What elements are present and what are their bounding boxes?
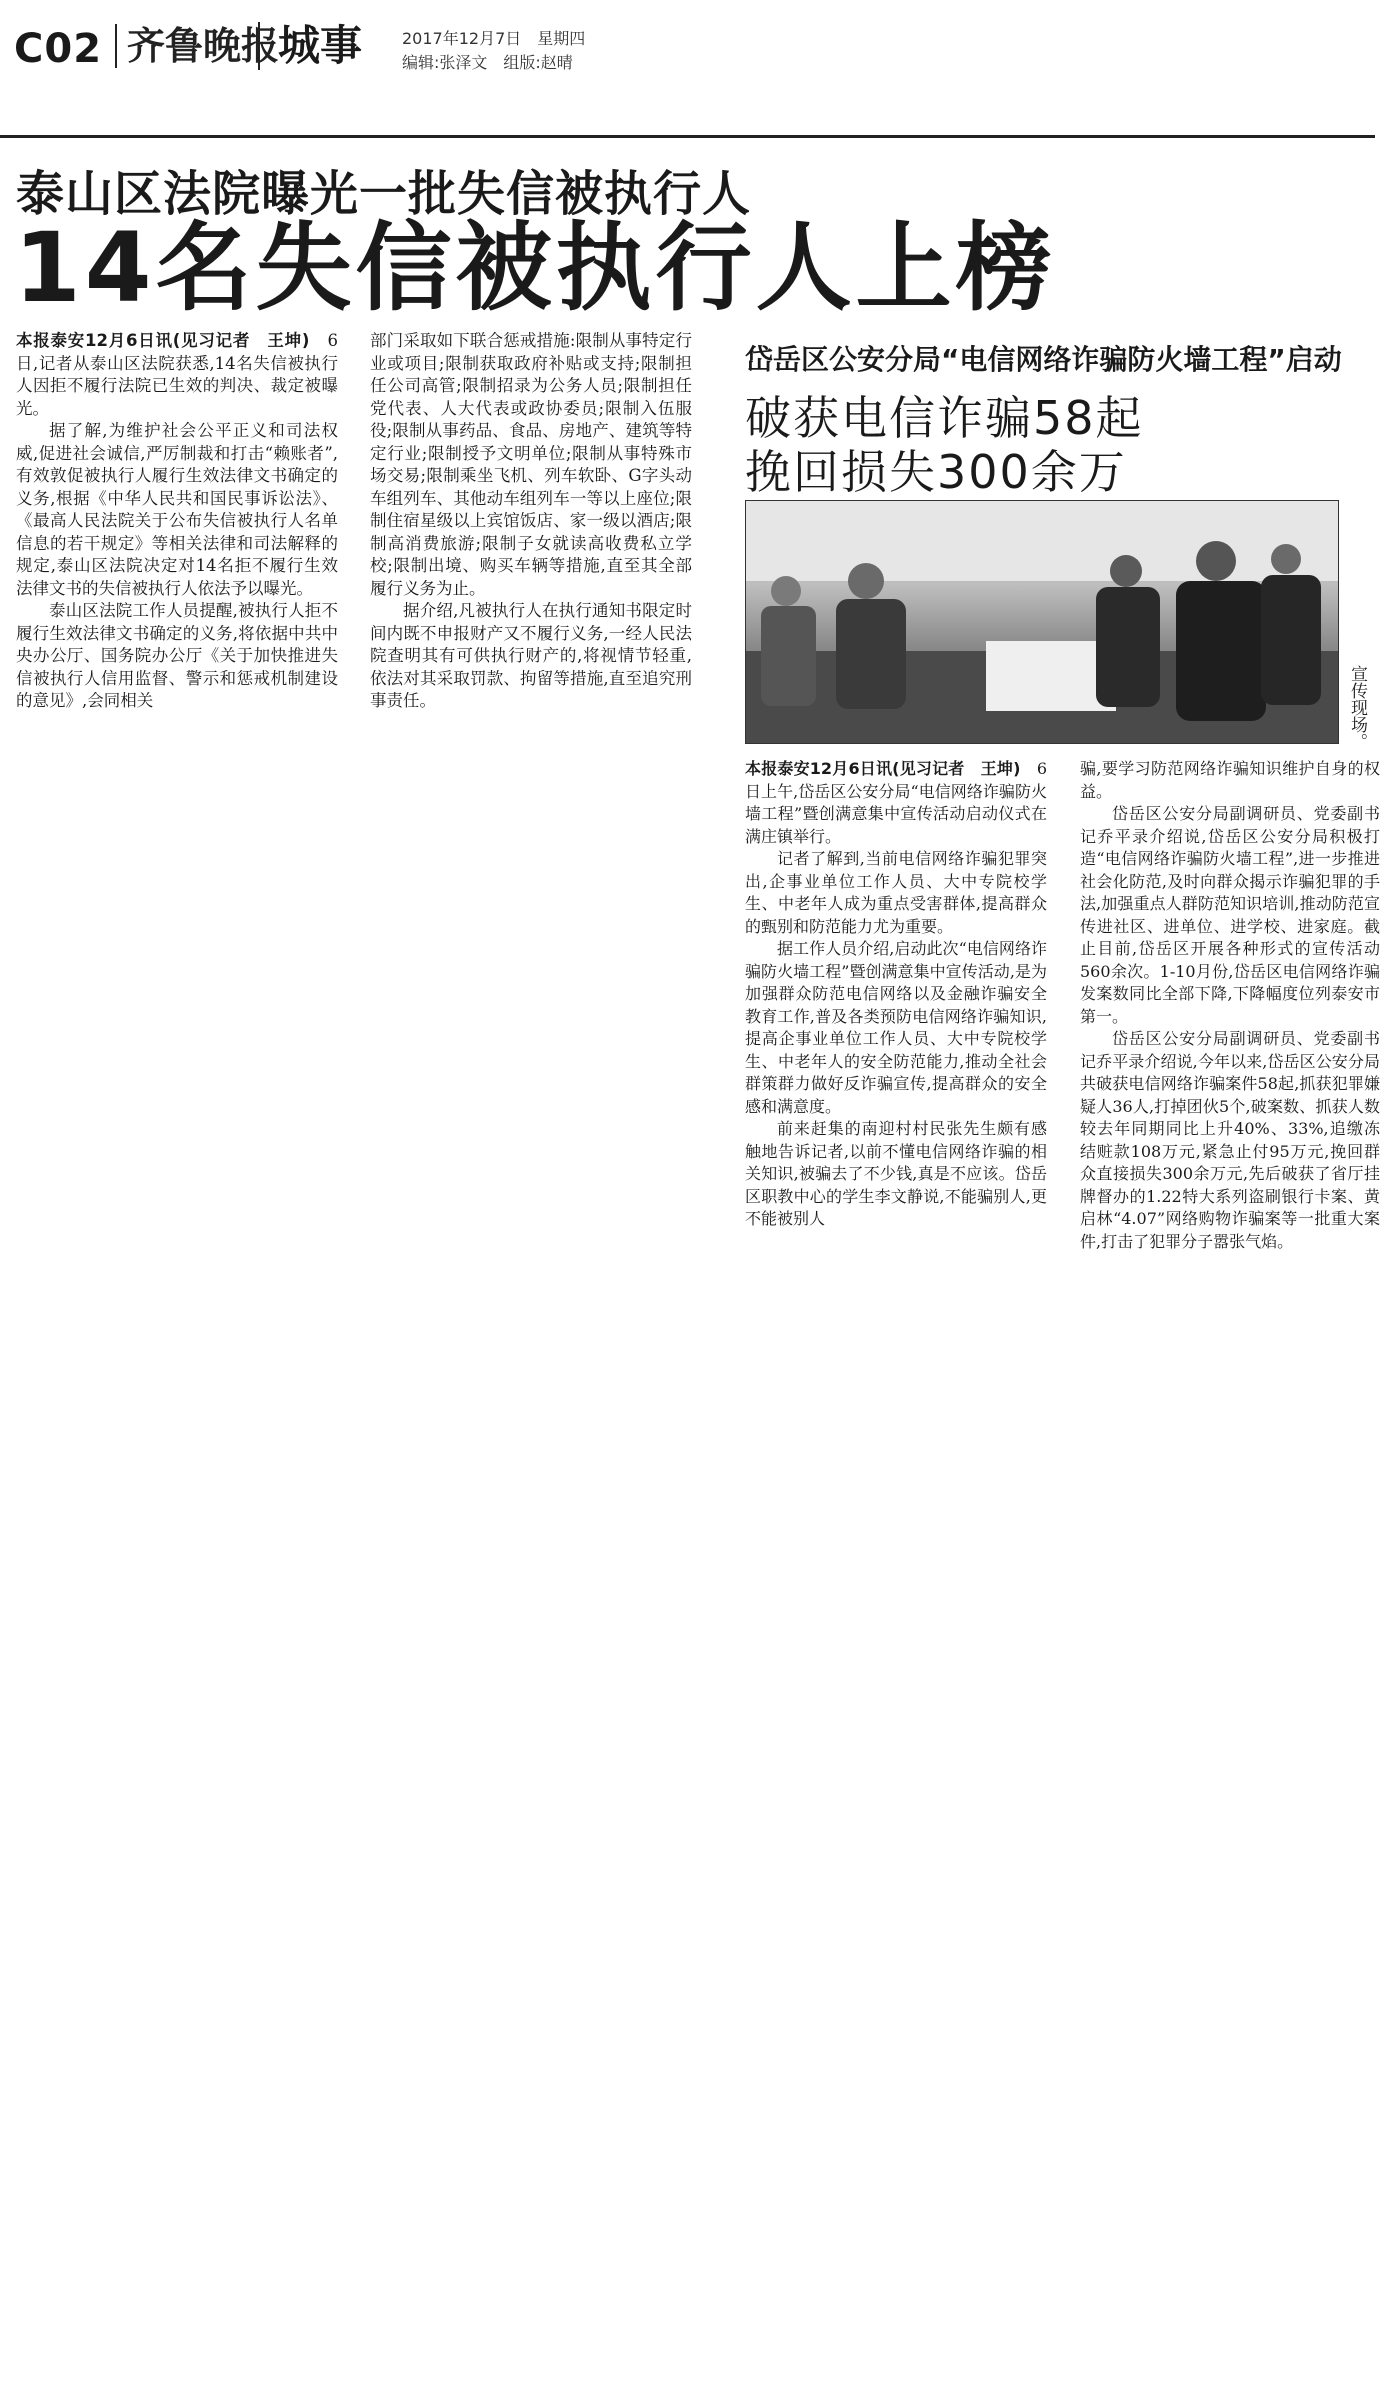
event-photo-illustration xyxy=(746,501,1338,743)
photo-caption: 宣传现场。 xyxy=(1347,665,1367,750)
article1-paragraph: 部门采取如下联合惩戒措施:限制从事特定行业或项目;限制获取政府补贴或支持;限制担任公司高管;限制招录为公务人员;限制担任党代表、人大代表或政协委员;限制入伍服役;限制从事药品、食品、房地产、建筑等特定行业;限制授予文明单位;限制从事特殊市场交易;限制乘坐飞机、列车软卧、G字头动车组列车、其他动车组列车一等以上座位;限制住宿星级以上宾馆饭店、家一级以酒店;限制高消费旅游;限制子女就读高收费私立学校;限制出境、购买车辆等措施,直至其全部履行义务为止。 xyxy=(370,331,692,598)
page-header xyxy=(0,0,1395,140)
newspaper-masthead: 齐鲁晚报 xyxy=(115,24,279,68)
article2-paragraph: 记者了解到,当前电信网络诈骗犯罪突出,企事业单位工作人员、大中专院校学生、中老年人成为重点受害群体,提高群众的甄别和防范能力尤为重要。 xyxy=(745,849,1047,936)
article2-paragraph: 6日上午,岱岳区公安分局“电信网络诈骗防火墙工程”暨创满意集中宣传活动启动仪式在满庄镇举行。 xyxy=(745,759,1047,846)
article2-paragraph: 骗,要学习防范网络诈骗知识维护自身的权益。 xyxy=(1080,759,1380,801)
article1-column-2 xyxy=(370,330,692,713)
article1-paragraph: 据了解,为维护社会公平正义和司法权威,促进社会诚信,严厉制裁和打击“赖账者”,有效敦促被执行人履行生效法律文书确定的义务,根据《中华人民共和国民事诉讼法》、《最高人民法院关于公布失信被执行人名单信息的若干规定》等相关法律和司法解释的规定,泰山区法院决定对14名拒不履行生效法律文书的失信被执行人依法予以曝光。 xyxy=(16,421,338,598)
article1-kicker: 泰山区法院曝光一批失信被执行人 xyxy=(16,166,752,222)
article1-dateline: 本报泰安12月6日讯(见习记者 王坤) xyxy=(16,331,310,350)
article2-headline-line-1: 破获电信诈骗58起 xyxy=(745,391,1144,445)
article2-dateline: 本报泰安12月6日讯(见习记者 王坤) xyxy=(745,759,1021,778)
article2-paragraph: 据工作人员介绍,启动此次“电信网络诈骗防火墙工程”暨创满意集中宣传活动,是为加强群众防范电信网络以及金融诈骗安全教育工作,普及各类预防电信网络诈骗知识,提高企事业单位工作人员、大中专院校学生、中老年人的安全防范能力,推动全社会群策群力做好反诈骗宣传,提高群众的安全感和满意度。 xyxy=(745,939,1047,1116)
section-title: 城事 xyxy=(258,22,362,70)
issue-date: 2017年12月7日 星期四 xyxy=(402,29,586,48)
header-rule xyxy=(0,135,1375,138)
article1-headline: 14名失信被执行人上榜 xyxy=(14,212,1056,324)
article2-paragraph: 岱岳区公安分局副调研员、党委副书记乔平录介绍说,今年以来,岱岳区公安分局共破获电信网络诈骗案件58起,抓获犯罪嫌疑人36人,打掉团伙5个,破案数、抓获人数较去年同期同比上升40%、33%,追缴冻结赃款108万元,紧急止付95万元,挽回群众直接损失300余万元,先后破获了省厅挂牌督办的1.22特大系列盗刷银行卡案、黄启林“4.07”网络购物诈骗案等一批重大案件,打击了犯罪分子嚣张气焰。 xyxy=(1080,1029,1380,1251)
page-number: C02 xyxy=(14,26,103,72)
article2-column-2 xyxy=(1080,758,1380,1253)
article1-paragraph: 6日,记者从泰山区法院获悉,14名失信被执行人因拒不履行法院已生效的判决、裁定被曝光。 xyxy=(16,331,339,418)
article1-paragraph: 据介绍,凡被执行人在执行通知书限定时间内既不申报财产又不履行义务,一经人民法院查明其有可供执行财产的,将视情节轻重,依法对其采取罚款、拘留等措施,直至追究刑事责任。 xyxy=(370,601,692,710)
article2-paragraph: 前来赶集的南迎村村民张先生颇有感触地告诉记者,以前不懂电信网络诈骗的相关知识,被骗去了不少钱,真是不应该。岱岳区职教中心的学生李文静说,不能骗别人,更不能被别人 xyxy=(745,1119,1047,1228)
article1-paragraph: 泰山区法院工作人员提醒,被执行人拒不履行生效法律文书确定的义务,将依据中共中央办公厅、国务院办公厅《关于加快推进失信被执行人信用监督、警示和惩戒机制建设的意见》,会同相关 xyxy=(16,601,338,710)
editor-credit: 编辑:张泽文 组版:赵晴 xyxy=(402,53,573,72)
event-photo xyxy=(745,500,1339,744)
article1-column-1 xyxy=(16,330,338,713)
article2-paragraph: 岱岳区公安分局副调研员、党委副书记乔平录介绍说,岱岳区公安分局积极打造“电信网络诈骗防火墙工程”,进一步推进社会化防范,及时向群众揭示诈骗犯罪的手法,加强重点人群防范知识培训,推动防范宣传进社区、进单位、进学校、进家庭。截止目前,岱岳区开展各种形式的宣传活动560余次。1-10月份,岱岳区电信网络诈骗发案数同比全部下降,下降幅度位列泰安市第一。 xyxy=(1080,804,1380,1026)
article2-column-1 xyxy=(745,758,1047,1231)
article2-headline-line-2: 挽回损失300余万 xyxy=(745,445,1127,499)
article2-kicker: 岱岳区公安分局“电信网络诈骗防火墙工程”启动 xyxy=(745,343,1342,376)
